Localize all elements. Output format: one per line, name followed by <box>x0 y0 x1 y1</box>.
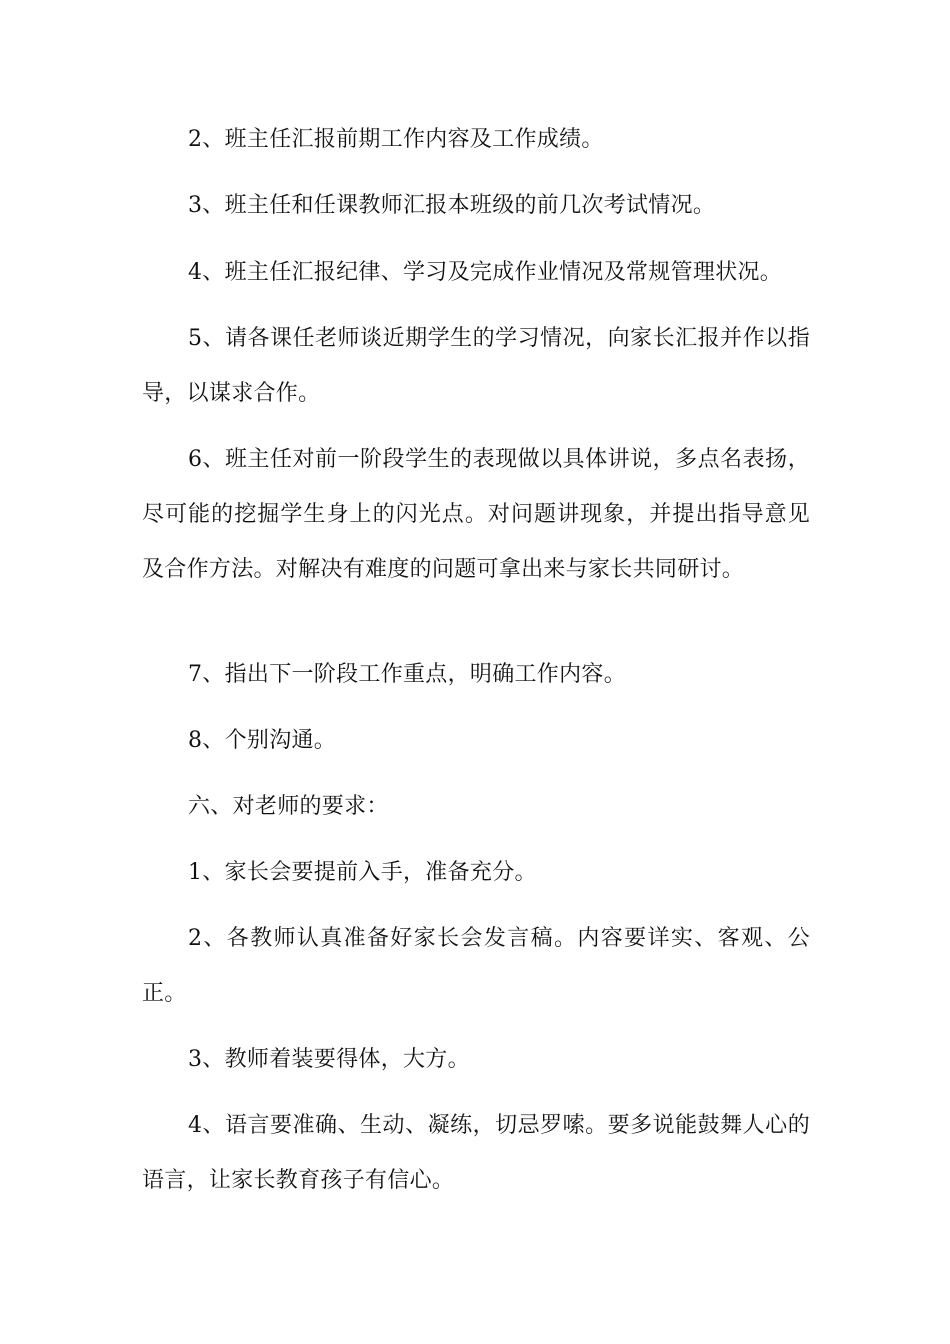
requirement-item-2-speech-draft: 2、各教师认真准备好家长会发言稿。内容要详实、客观、公正。 <box>142 926 810 1006</box>
requirement-item-1-preparation: 1、家长会要提前入手，准备充分。 <box>188 860 537 885</box>
paragraph-item-6-student-performance: 6、班主任对前一阶段学生的表现做以具体讲说，多点名表扬，尽可能的挖掘学生身上的闪光点。对问题讲现象，并提出指导意见及合作方法。对解决有难度的问题可拿出来与家长共同研讨。 <box>142 447 810 582</box>
requirement-item-4-language: 4、语言要准确、生动、凝练，切忌罗嗦。要多说能鼓舞人心的语言，让家长教育孩子有信心。 <box>142 1113 810 1193</box>
paragraph-item-3-exam-report: 3、班主任和任课教师汇报本班级的前几次考试情况。 <box>188 193 716 218</box>
paragraph-item-4-discipline-report: 4、班主任汇报纪律、学习及完成作业情况及常规管理状况。 <box>188 260 783 285</box>
paragraph-item-5-teachers-talk: 5、请各课任老师谈近期学生的学习情况，向家长汇报并作以指导，以谋求合作。 <box>142 326 810 406</box>
paragraph-item-8-communication: 8、个别沟通。 <box>188 728 337 753</box>
paragraph-item-7-next-stage: 7、指出下一阶段工作重点，明确工作内容。 <box>188 662 626 687</box>
section-heading-teacher-requirements: 六、对老师的要求： <box>188 794 389 819</box>
requirement-item-3-dress: 3、教师着装要得体，大方。 <box>188 1047 470 1072</box>
paragraph-item-2-report-work: 2、班主任汇报前期工作内容及工作成绩。 <box>188 127 604 152</box>
